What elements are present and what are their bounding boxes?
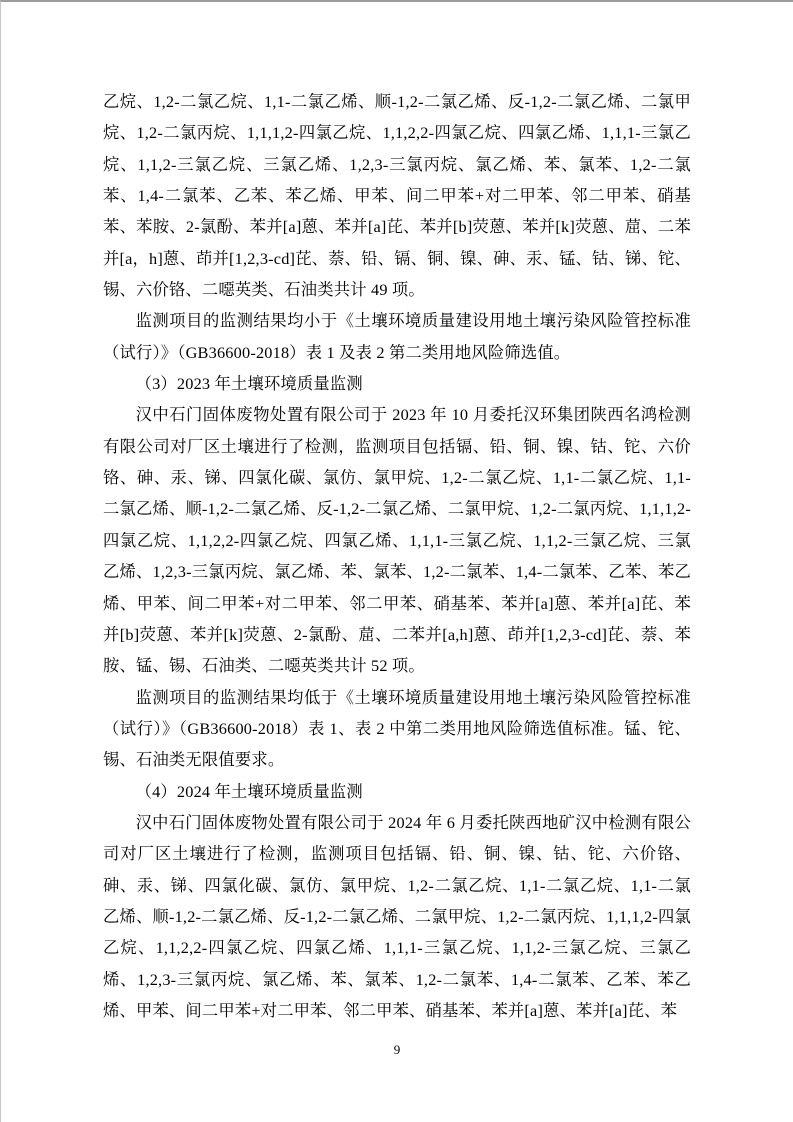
paragraph: 汉中石门固体废物处置有限公司于 2024 年 6 月委托陕西地矿汉中检测有限公司对厂区土壤进行了检测，监测项目包括镉、铅、铜、镍、钴、铊、六价铬、砷、汞、锑、四氯化碳、氯仿、氯甲烷、1,2-二氯乙烷、1,1-二氯乙烷、1,1-二氯乙烯、顺-1,2-二氯乙烯、反-1,2-二氯乙烯、二氯甲烷、1,2-二氯丙烷、1,1,1,2-四氯乙烷、1,1,2,2-四氯乙烷、四氯乙烯、1,1,1-三氯乙烷、1,1,2-三氯乙烷、三氯乙烯、1,2,3-三氯丙烷、氯乙烯、苯、氯苯、1,2-二氯苯、1,4-二氯苯、乙苯、苯乙烯、甲苯、间二甲苯+对二甲苯、邻二甲苯、硝基苯、苯并[a]蒽、苯并[a]芘、苯 [103,812,691,1020]
section-heading: （4）2024 年土壤环境质量监测 [135,781,363,801]
paragraph: 汉中石门固体废物处置有限公司于 2023 年 10 月委托汉环集团陕西名鸿检测有限公司对厂区土壤进行了检测，监测项目包括镉、铅、铜、镍、钴、铊、六价铬、砷、汞、锑、四氯化碳、氯仿、氯甲烷、1,2-二氯乙烷、1,1-二氯乙烷、1,1-二氯乙烯、顺-1,2-二氯乙烯、反-1,2-二氯乙烯、二氯甲烷、1,2-二氯丙烷、1,1,1,2-四氯乙烷、1,1,2,2-四氯乙烷、四氯乙烯、1,1,1-三氯乙烷、1,1,2-三氯乙烷、三氯乙烯、1,2,3-三氯丙烷、氯乙烯、苯、氯苯、1,2-二氯苯、1,4-二氯苯、乙苯、苯乙烯、甲苯、间二甲苯+对二甲苯、邻二甲苯、硝基苯、苯并[a]蒽、苯并[a]芘、苯并[b]荧蒽、苯并[k]荧蒽、2-氯酚、䓛、二苯并[a,h]蒽、茚并[1,2,3-cd]芘、萘、苯胺、锰、锡、石油类、二噁英类共计 52 项。 [103,405,691,676]
section-heading: （3）2023 年土壤环境质量监测 [135,374,363,394]
paragraph: 乙烷、1,2-二氯乙烷、1,1-二氯乙烯、顺-1,2-二氯乙烯、反-1,2-二氯乙烯、二氯甲烷、1,2-二氯丙烷、1,1,1,2-四氯乙烷、1,1,2,2-四氯乙烷、四氯乙烯、1,1,1-三氯乙烷、1,1,2-三氯乙烷、三氯乙烯、1,2,3-三氯丙烷、氯乙烯、苯、氯苯、1,2-二氯苯、1,4-二氯苯、乙苯、苯乙烯、甲苯、间二甲苯+对二甲苯、邻二甲苯、硝基苯、苯胺、2-氯酚、苯并[a]蒽、苯并[a]芘、苯并[b]荧蒽、苯并[k]荧蒽、䓛、二苯并[a，h]蒽、茚并[1,2,3-cd]芘、萘、铅、镉、铜、镍、砷、汞、锰、钴、锑、铊、锡、六价铬、二噁英类、石油类共计 49 项。 [103,92,691,300]
paragraph: 监测项目的监测结果均小于《土壤环境质量建设用地土壤污染风险管控标准（试行）》（GB36600-2018）表 1 及表 2 第二类用地风险筛选值。 [103,311,691,362]
page-number: 9 [393,1042,401,1057]
paragraph: 监测项目的监测结果均低于《土壤环境质量建设用地土壤污染风险管控标准（试行）》（GB36600-2018）表 1、表 2 中第二类用地风险筛选值标准。锰、铊、锡、石油类无限值要求。 [103,687,691,770]
document-body [103,86,691,1026]
